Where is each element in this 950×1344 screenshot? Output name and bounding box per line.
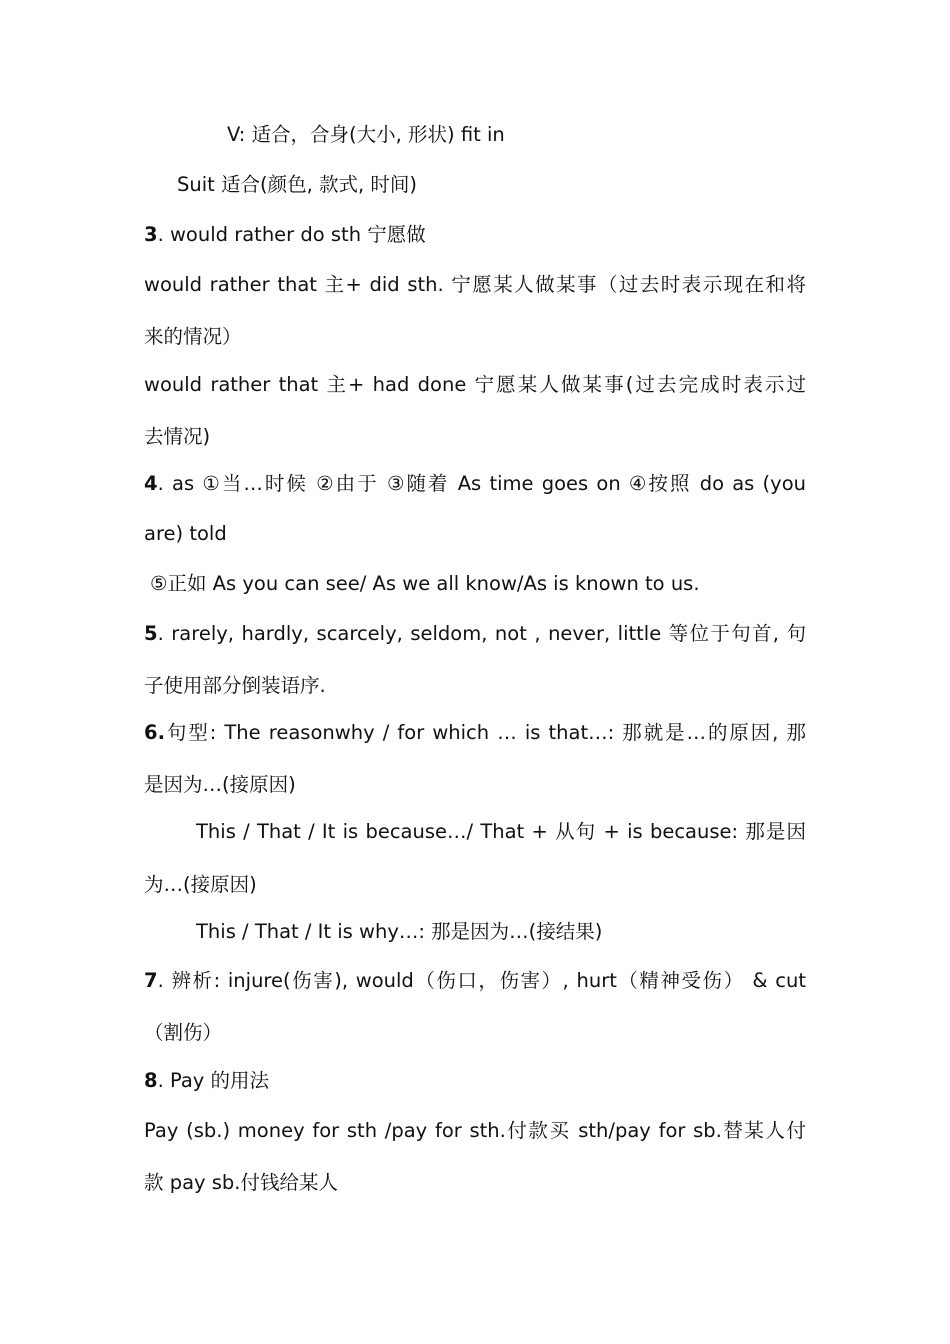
line-suit-meaning: Suit 适合(颜色, 款式, 时间) <box>177 173 418 196</box>
line-because: This / That / It is because…/ That + 从句 + is because: 那是因 <box>196 820 806 843</box>
line-pay-usage: Pay (sb.) money for sth /pay for sth.付款买 sth/pay for sb.替某人付 <box>144 1119 806 1142</box>
line-as-cont: are) told <box>144 522 227 545</box>
line-pay-usage-cont: 款 pay sb.付钱给某人 <box>144 1171 339 1194</box>
line-because-cont: 为…(接原因) <box>144 873 257 896</box>
item-5-heading <box>144 619 806 649</box>
item-number: 7 <box>144 969 158 992</box>
line-would-rather-did: would rather that 主+ did sth. 宁愿某人做某事（过去时表示现在和将 <box>144 273 806 296</box>
item-text: . 辨析: injure(伤害), would（伤口，伤害）, hurt（精神受伤） & cut <box>157 969 806 992</box>
line-would-rather-did-cont: 来的情况） <box>144 325 242 348</box>
line-injure-cont: （割伤） <box>144 1021 223 1044</box>
item-text: 句型: The reasonwhy / for which … is that…: 那就是…的原因, 那 <box>164 721 806 744</box>
item-text: . rarely, hardly, scarcely, seldom, not , never, little 等位于句首, 句 <box>157 622 806 645</box>
item-3-heading <box>144 220 806 250</box>
line-reason-cont: 是因为…(接原因) <box>144 773 296 796</box>
line-would-rather-had-done: would rather that 主+ had done 宁愿某人做某事(过去完成时表示过 <box>144 373 806 396</box>
item-text: . would rather do sth 宁愿做 <box>157 223 426 246</box>
item-number: 5 <box>144 622 158 645</box>
item-8-heading <box>144 1066 806 1096</box>
item-text: . as ①当…时候 ②由于 ③随着 As time goes on ④按照 do as (you <box>157 472 806 495</box>
line-why: This / That / It is why…: 那是因为…(接结果) <box>196 920 603 943</box>
item-number: 4 <box>144 472 158 495</box>
line-as-meaning-5: ⑤正如 As you can see/ As we all know/As is known to us. <box>150 572 700 595</box>
item-6-heading <box>144 718 806 748</box>
item-number: 8 <box>144 1069 158 1092</box>
item-number: 3 <box>144 223 158 246</box>
line-inversion-cont: 子使用部分倒装语序. <box>144 674 326 697</box>
line-fit-meaning: V: 适合，合身(大小, 形状) fit in <box>227 123 505 146</box>
item-4-heading <box>144 469 806 499</box>
item-text: . Pay 的用法 <box>157 1069 270 1092</box>
item-number: 6. <box>144 721 165 744</box>
line-would-rather-had-done-cont: 去情况) <box>144 425 211 448</box>
item-7-heading <box>144 966 806 996</box>
